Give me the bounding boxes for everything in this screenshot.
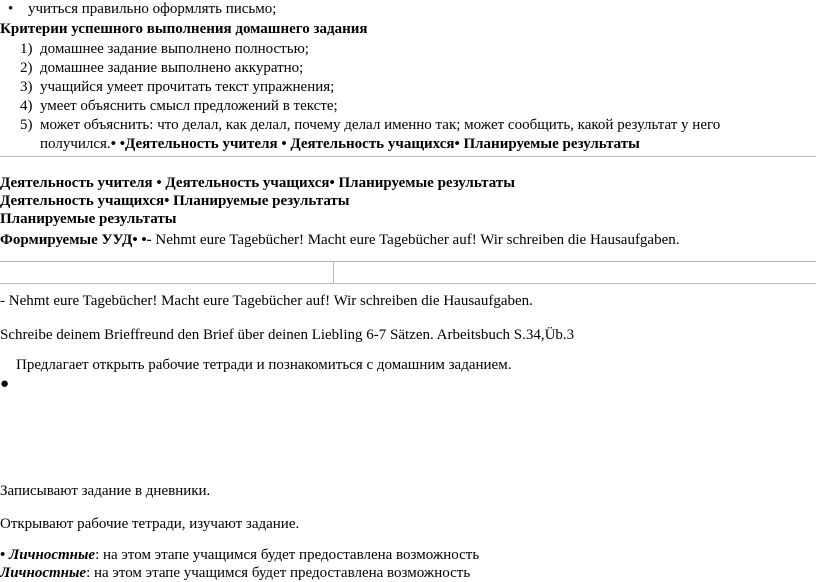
criteria-item-text: может объяснить: что делал, как делал, почему делал именно так; может сообщить, какой результат у него bbox=[40, 117, 721, 133]
criteria-heading: Критерии успешного выполнения домашнего задания bbox=[0, 21, 368, 37]
uud-line bbox=[0, 231, 680, 249]
student-action-2: Открывают рабочие тетради, изучают задание. bbox=[0, 516, 300, 532]
bullet-icon: • bbox=[8, 1, 14, 17]
table-row-bottom bbox=[0, 283, 816, 284]
criteria-item-number: 4) bbox=[20, 98, 33, 114]
criteria-item-5-cont-text: получился. bbox=[40, 136, 111, 152]
table-cell-divider bbox=[333, 261, 334, 283]
criteria-item-5 bbox=[20, 116, 720, 134]
intro-bullet-line bbox=[8, 0, 13, 18]
criteria-item-text: домашнее задание выполнено полностью; bbox=[40, 41, 309, 57]
uud-text: Nehmt eure Tagebücher! Macht eure Tagebücher auf! Wir schreiben die Hausaufgaben. bbox=[151, 232, 680, 248]
criteria-item-number: 1) bbox=[20, 41, 33, 57]
section-line-2: Деятельность учащихся• Планируемые результаты bbox=[0, 193, 350, 209]
table-border-top bbox=[0, 156, 816, 157]
criteria-item-number: 2) bbox=[20, 60, 33, 76]
bullet-icon: • bbox=[0, 547, 10, 563]
criteria-item-1 bbox=[20, 40, 309, 58]
criteria-item-5-tail: •Деятельность учителя • Деятельность учащихся• Планируемые результаты bbox=[119, 136, 640, 152]
personal-line-2 bbox=[0, 564, 470, 582]
uud-label: Формируемые УУД bbox=[0, 232, 133, 248]
criteria-item-text: домашнее задание выполнено аккуратно; bbox=[40, 60, 304, 76]
personal-line-1 bbox=[0, 546, 479, 564]
criteria-item-4 bbox=[20, 97, 338, 115]
criteria-item-text: умеет объяснить смысл предложений в тексте; bbox=[40, 98, 338, 114]
criteria-item-number: 3) bbox=[20, 79, 33, 95]
section-line-3: Планируемые результаты bbox=[0, 211, 177, 227]
uud-separator: • •- bbox=[132, 232, 152, 248]
table-row-top bbox=[0, 261, 816, 262]
criteria-item-text: учащийся умеет прочитать текст упражнения; bbox=[40, 79, 335, 95]
intro-bullet-text: учиться правильно оформлять письмо; bbox=[28, 1, 277, 17]
criteria-item-number: 5) bbox=[20, 117, 33, 133]
personal-text: : на этом этапе учащимся будет предоставлена возможность bbox=[95, 547, 480, 563]
criteria-item-2 bbox=[20, 59, 303, 77]
criteria-item-3 bbox=[20, 78, 334, 96]
section-line-1: Деятельность учителя • Деятельность учащихся• Планируемые результаты bbox=[0, 175, 515, 191]
personal-label: Личностные bbox=[9, 547, 96, 563]
personal-label-2: Личностные bbox=[0, 565, 87, 581]
teacher-action-text: Предлагает открыть рабочие тетради и познакомиться с домашним заданием. bbox=[16, 357, 512, 373]
criteria-item-5-continuation bbox=[40, 135, 640, 153]
bullet-icon: • bbox=[110, 136, 120, 152]
student-action-1: Записывают задание в дневники. bbox=[0, 483, 211, 499]
bullet-icon: ● bbox=[0, 376, 10, 392]
personal-text-2: : на этом этапе учащимся будет предоставлена возможность bbox=[86, 565, 471, 581]
teacher-say-text: - Nehmt eure Tagebücher! Macht eure Tagebücher auf! Wir schreiben die Hausaufgaben. bbox=[0, 293, 533, 309]
task-text: Schreibe deinem Brieffreund den Brief über deinen Liebling 6-7 Sätzen. Arbeitsbuch S.34,Üb.3 bbox=[0, 327, 575, 343]
